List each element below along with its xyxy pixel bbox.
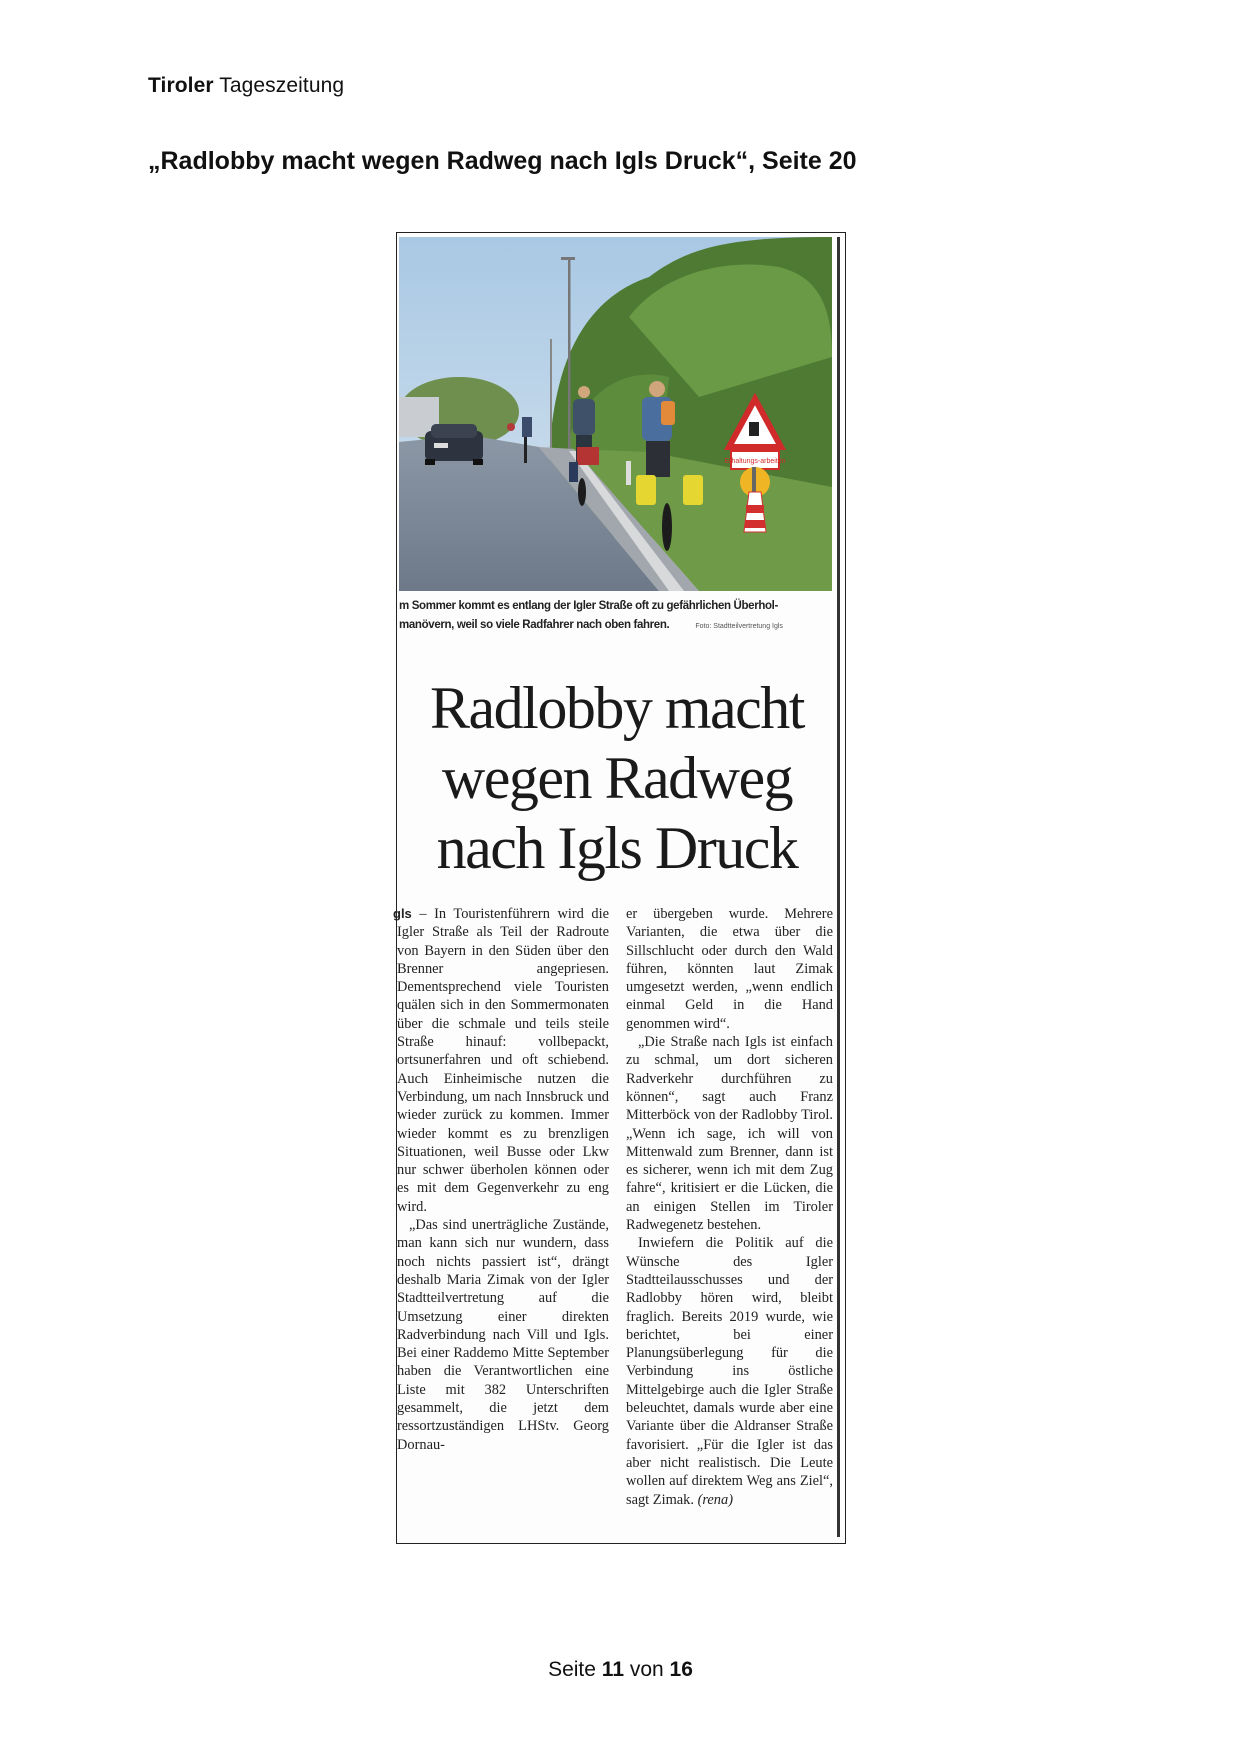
publication-name	[148, 74, 344, 98]
author-byline: (rena)	[697, 1491, 733, 1508]
cyclists-road-illustration	[399, 237, 832, 591]
paragraph-4: „Die Straße nach Igls ist einfach zu schmal, um dort sicheren Radverkehr durchführen zu können“, sagt auch Franz Mitterböck von der Radlobby Tirol. „Wenn ich sage, ich will von Mittenwald zum Brenner, dann ist es sicherer, wenn ich mit dem Zug fahre“, kritisiert er die Lücken, die an einigen Stellen im Tiroler Radwegenetz bestehen.	[626, 1034, 833, 1234]
page-prefix: Seite	[548, 1658, 596, 1681]
headline-line-2: wegen Radweg	[441, 745, 793, 811]
page-separator: von	[629, 1658, 664, 1681]
total-pages: 16	[669, 1658, 693, 1681]
newspaper-clipping	[393, 232, 846, 1544]
headline-line-1: Radlobby macht	[430, 675, 804, 741]
caption-line-2: manövern, weil so viele Radfahrer nach oben fahren.	[399, 619, 670, 631]
current-page: 11	[601, 1658, 624, 1681]
paragraph-3: er übergeben wurde. Mehrere Varianten, die etwa über die Sillschlucht oder durch den Wald führen, könnten laut Zimak umgesetzt werden, „wenn endlich einmal Geld in die Hand genommen wird“.	[626, 906, 833, 1032]
article-headline	[397, 673, 837, 883]
car	[425, 424, 483, 465]
photo-caption	[399, 597, 835, 636]
page-number	[0, 1658, 1241, 1682]
sign-text: Erhaltungs-arbeiten	[724, 458, 786, 465]
article-column-right	[626, 905, 833, 1509]
caption-line-1: m Sommer kommt es entlang der Igler Straße oft zu gefährlichen Überhol-	[399, 600, 779, 612]
publication-name-bold: Tiroler	[148, 74, 214, 97]
paragraph-5: Inwiefern die Politik auf die Wünsche des Igler Stadtteilausschusses und der Radlobby hören wird, bleibt fraglich. Bereits 2019 wurde, wie berichtet, bei einer Planungsüberlegung für die Verbindung ins östliche Mittelgebirge auch die Igler Straße beleuchtet, damals wurde aber eine Variante über die Aldranser Straße favorisiert. „Für die Igler ist das aber nicht realistisch. Die Leute wollen auf direktem Weg ans Ziel“, sagt Zimak.	[626, 1235, 833, 1508]
paragraph-2: „Das sind unerträgliche Zustände, man kann sich nur wundern, dass noch nichts passiert ist“, drängt deshalb Maria Zimak von der Igler Stadtteilvertretung auf die Umsetzung einer direkten Radverbindung nach Vill und Igls. Bei einer Raddemo Mitte September haben die Verantwortlichen eine Liste mit 382 Unterschriften gesammelt, die jetzt dem ressortzuständigen LHStv. Georg Dornau-	[397, 1217, 609, 1453]
photo-credit: Foto: Stadtteilvertretung Igls	[695, 623, 783, 630]
document-title: „Radlobby macht wegen Radweg nach Igls Druck“, Seite 20	[148, 147, 857, 175]
article-body	[393, 905, 837, 1535]
publication-name-rest: Tageszeitung	[219, 74, 345, 97]
dateline: gls	[393, 906, 412, 921]
clipping-column-rule	[837, 237, 840, 1537]
paragraph-1: – In Touristenführern wird die Igler Straße als Teil der Radroute von Bayern in den Süden über den Brenner angepriesen. Dementsprechend viele Touristen quälen sich in den Sommermonaten über die schmale und teils steile Straße hinauf: vollbepackt, ortsunerfahren und oft schiebend. Auch Einheimische nutzen die Verbindung, um nach Innsbruck und wieder zurück zu kommen. Immer wieder kommt es zu brenzligen Situationen, weil Busse oder Lkw nur schwer überholen können oder es mit dem Gegenverkehr zu eng wird.	[397, 906, 609, 1215]
street-lamp	[568, 259, 571, 449]
headline-line-3: nach Igls Druck	[436, 815, 798, 881]
article-column-left	[393, 905, 609, 1454]
article-photo	[399, 237, 832, 591]
